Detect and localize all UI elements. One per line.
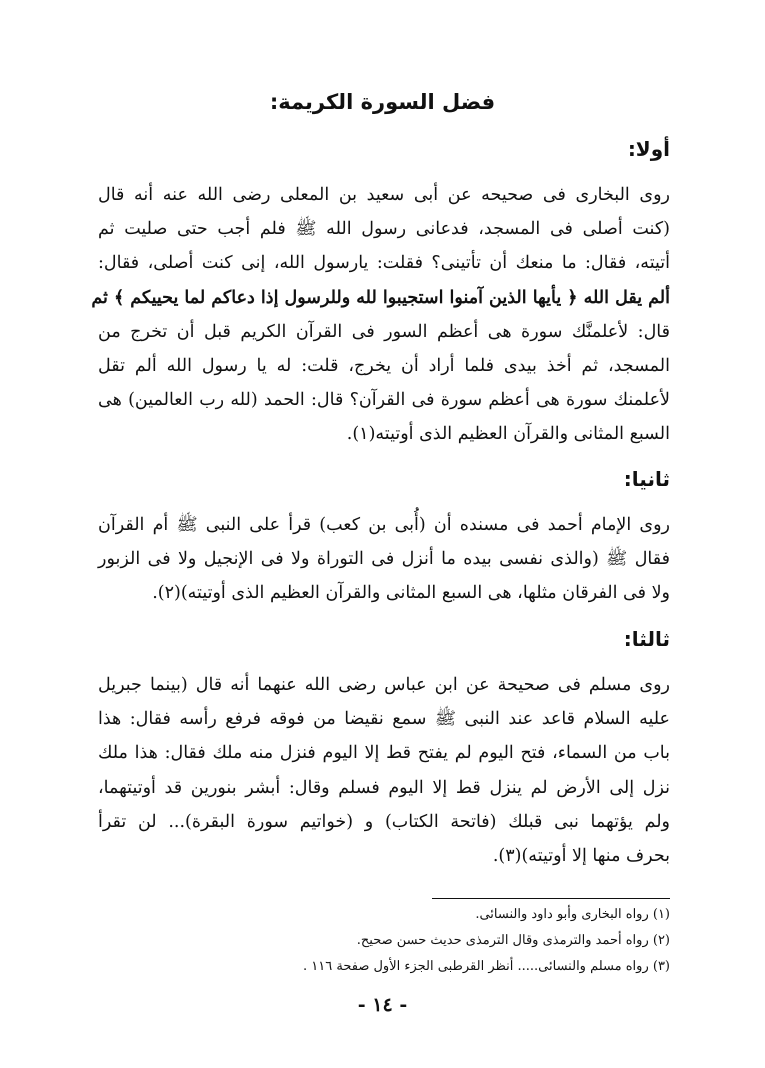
text-line: لأعلمنك سورة هى أعظم سورة فى القرآن؟ قال: الحمد (لله رب العالمين) هى: [98, 390, 670, 411]
text-line: عليه السلام قاعد عند النبى ﷺ سمع نقيضا من فوقه فرفع رأسه فقال: هذا: [98, 709, 670, 730]
text-line: فقال ﷺ (والذى نفسى بيده ما أنزل فى التوراة ولا فى الإنجيل ولا فى الزبور: [98, 549, 670, 570]
footnote-2: (٢) رواه أحمد والترمذى وقال الترمذى حديث حسن صحيح.: [356, 933, 670, 948]
text-line: أتيته، فقال: ما منعك أن تأتينى؟ فقلت: يارسول الله، إنى كنت أصلى، فقال:: [98, 253, 670, 274]
text-line: باب من السماء، فتح اليوم لم يفتح قط إلا اليوم فنزل منه ملك فقال: هذا ملك: [98, 743, 670, 764]
section-heading-third: ثالثا:: [623, 627, 670, 651]
footnote-1: (١) رواه البخارى وأبو داود والنسائى.: [475, 907, 670, 922]
footnote-3: (٣) رواه مسلم والنسائى..... أنظر القرطبى الجزء الأول صفحة ١١٦ .: [303, 959, 670, 974]
text-line: نزل إلى الأرض لم ينزل قط إلا اليوم فسلم وقال: أبشر بنورين قد أوتيتهما،: [98, 777, 670, 798]
section-heading-first: أولا:: [627, 137, 670, 161]
section-heading-second: ثانيا:: [623, 467, 670, 491]
text-line: ولم يؤتهما نبى قبلك (فاتحة الكتاب) و (خواتيم سورة البقرة)... لن تقرأ: [98, 811, 670, 832]
text-line: (كنت أصلى فى المسجد، فدعانى رسول الله ﷺ فلم أجب حتى صليت ثم: [98, 219, 670, 240]
text-line: قال: لأعلمنَّك سورة هى أعظم السور فى القرآن الكريم قبل أن تخرج من: [98, 321, 670, 342]
text-line: روى البخارى فى صحيحه عن أبى سعيد بن المعلى رضى الله عنه أنه قال: [98, 185, 670, 205]
page-title: فضل السورة الكريمة:: [269, 90, 496, 114]
text-line: ولا فى الفرقان مثلها، هى السبع المثانى والقرآن العظيم الذى أوتيته)(٢).: [152, 583, 670, 604]
text-line: السبع المثانى والقرآن العظيم الذى أوتيته(١).: [346, 424, 670, 445]
section-paragraph-third: [98, 668, 670, 873]
text-line: المسجد، ثم أخذ بيدى فلما أراد أن يخرج، قلت: له يا رسول الله ألم تقل: [98, 356, 670, 377]
text-line: بحرف منها إلا أوتيته)(٣).: [492, 846, 670, 867]
quran-verse-line: ألم يقل الله ﴿ يأيها الذين آمنوا استجيبوا لله وللرسول إذا دعاكم لما يحييكم ﴾ ثم: [91, 287, 670, 308]
section-paragraph-second: [98, 508, 670, 611]
page-number: - ١٤ -: [357, 994, 408, 1016]
text-line: روى مسلم فى صحيحة عن ابن عباس رضى الله عنهما أنه قال (بينما جبريل: [98, 675, 670, 695]
section-paragraph-first: [91, 178, 670, 452]
footnote-divider: [432, 898, 670, 899]
text-line: روى الإمام أحمد فى مسنده أن (أُبى بن كعب) قرأ على النبى ﷺ أم القرآن: [98, 515, 670, 535]
